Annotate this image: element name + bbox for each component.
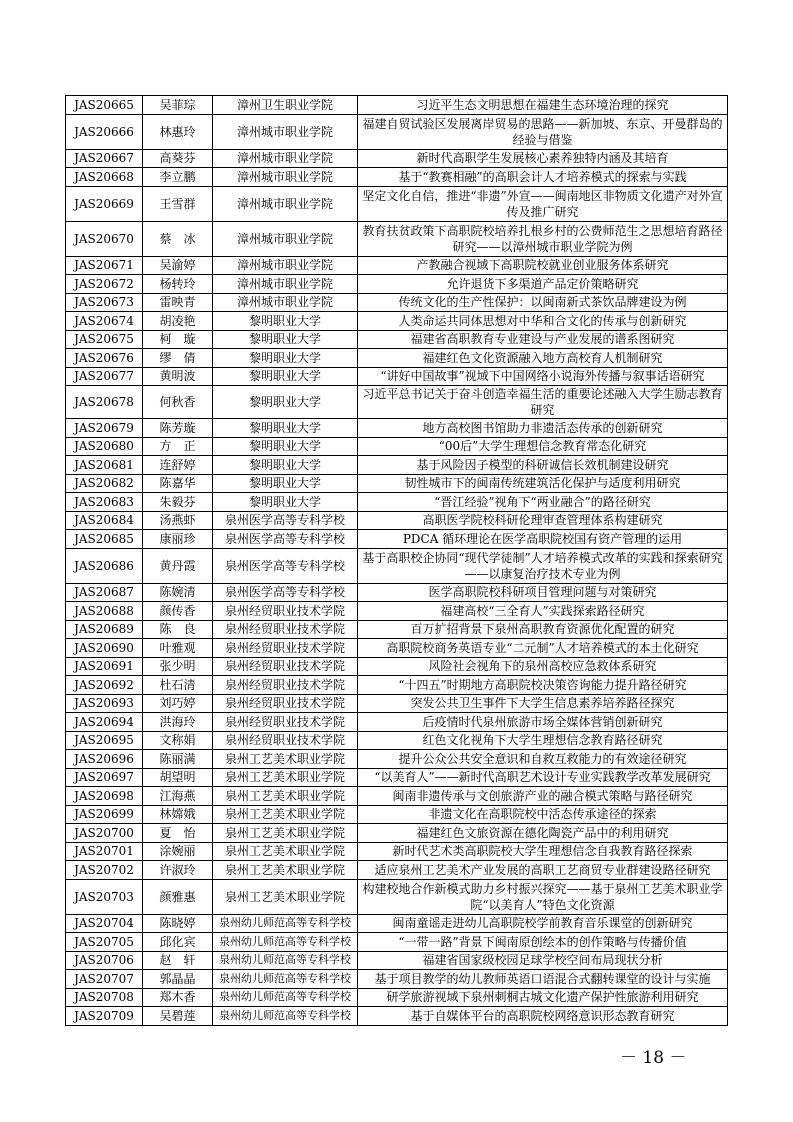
school-cell: 泉州医学高等专科学校: [213, 583, 358, 602]
project-id-cell: JAS20692: [66, 676, 143, 695]
project-id-cell: JAS20676: [66, 349, 143, 368]
table-row: [66, 419, 728, 438]
leader-name-cell: 洪海玲: [143, 713, 213, 732]
project-id-cell: JAS20671: [66, 256, 143, 275]
leader-name-cell: 汤燕虾: [143, 511, 213, 530]
school-cell: 泉州工艺美术职业学院: [213, 805, 358, 824]
project-id-cell: JAS20697: [66, 768, 143, 787]
table-row: [66, 805, 728, 824]
table-row: [66, 824, 728, 843]
school-cell: 泉州医学高等专科学校: [213, 530, 358, 549]
project-title-cell: 福建省国家级校园足球学校空间布局现状分析: [358, 951, 728, 970]
project-id-cell: JAS20666: [66, 114, 143, 149]
project-table-body: [66, 96, 728, 1026]
project-id-cell: JAS20672: [66, 275, 143, 294]
table-row: [66, 713, 728, 732]
project-id-cell: JAS20667: [66, 149, 143, 168]
project-id-cell: JAS20681: [66, 456, 143, 475]
project-title-cell: “以美育人”——新时代高职艺术设计专业实践教学改革发展研究: [358, 768, 728, 787]
school-cell: 漳州城市职业学院: [213, 149, 358, 168]
project-id-cell: JAS20673: [66, 293, 143, 312]
school-cell: 黎明职业大学: [213, 330, 358, 349]
school-cell: 泉州幼儿师范高等专科学校: [213, 951, 358, 970]
school-cell: 泉州医学高等专科学校: [213, 548, 358, 583]
leader-name-cell: 王雪群: [143, 186, 213, 221]
project-title-cell: “十四五”时期地方高职院校决策咨询能力提升路径研究: [358, 676, 728, 695]
table-row: [66, 386, 728, 419]
project-id-cell: JAS20701: [66, 842, 143, 861]
school-cell: 泉州工艺美术职业学院: [213, 750, 358, 769]
leader-name-cell: 高葵芬: [143, 149, 213, 168]
project-title-cell: 百万扩招背景下泉州高职教育资源优化配置的研究: [358, 620, 728, 639]
project-id-cell: JAS20696: [66, 750, 143, 769]
table-row: [66, 330, 728, 349]
table-row: [66, 731, 728, 750]
school-cell: 泉州幼儿师范高等专科学校: [213, 914, 358, 933]
project-id-cell: JAS20706: [66, 951, 143, 970]
school-cell: 黎明职业大学: [213, 456, 358, 475]
leader-name-cell: 胡望明: [143, 768, 213, 787]
table-row: [66, 96, 728, 115]
table-row: [66, 474, 728, 493]
project-id-cell: JAS20685: [66, 530, 143, 549]
leader-name-cell: 吴渝婷: [143, 256, 213, 275]
project-id-cell: JAS20687: [66, 583, 143, 602]
project-title-cell: 基于项目教学的幼儿教师英语口语混合式翻转课堂的设计与实施: [358, 970, 728, 989]
school-cell: 漳州城市职业学院: [213, 186, 358, 221]
school-cell: 黎明职业大学: [213, 386, 358, 419]
school-cell: 泉州幼儿师范高等专科学校: [213, 1007, 358, 1026]
leader-name-cell: 陈芳璇: [143, 419, 213, 438]
project-id-cell: JAS20678: [66, 386, 143, 419]
project-id-cell: JAS20669: [66, 186, 143, 221]
school-cell: 泉州工艺美术职业学院: [213, 879, 358, 914]
school-cell: 黎明职业大学: [213, 349, 358, 368]
project-title-cell: 提升公众公共安全意识和自救互救能力的有效途径研究: [358, 750, 728, 769]
school-cell: 泉州工艺美术职业学院: [213, 824, 358, 843]
project-title-cell: 地方高校图书馆助力非遗活态传承的创新研究: [358, 419, 728, 438]
school-cell: 漳州城市职业学院: [213, 221, 358, 256]
leader-name-cell: 陈丽满: [143, 750, 213, 769]
school-cell: 黎明职业大学: [213, 437, 358, 456]
leader-name-cell: 缪 倩: [143, 349, 213, 368]
table-row: [66, 988, 728, 1007]
table-row: [66, 970, 728, 989]
table-row: [66, 548, 728, 583]
leader-name-cell: 杨转玲: [143, 275, 213, 294]
leader-name-cell: 陈晓婷: [143, 914, 213, 933]
table-row: [66, 511, 728, 530]
leader-name-cell: 黄丹霞: [143, 548, 213, 583]
project-title-cell: 基于高职校企协同“现代学徒制”人才培养模式改革的实践和探索研究——以康复治疗技术专业为例: [358, 548, 728, 583]
project-title-cell: 韧性城市下的闽南传统建筑活化保护与适度利用研究: [358, 474, 728, 493]
project-id-cell: JAS20699: [66, 805, 143, 824]
school-cell: 黎明职业大学: [213, 419, 358, 438]
project-title-cell: 构建校地合作新模式助力乡村振兴探究——基于泉州工艺美术职业学院“以美育人”特色文化资源: [358, 879, 728, 914]
project-id-cell: JAS20683: [66, 493, 143, 512]
table-row: [66, 456, 728, 475]
project-title-cell: “讲好中国故事”视域下中国网络小说海外传播与叙事话语研究: [358, 367, 728, 386]
project-title-cell: 坚定文化自信，推进“非遗”外宣——闽南地区非物质文化遗产对外宣传及推广研究: [358, 186, 728, 221]
table-row: [66, 879, 728, 914]
leader-name-cell: 林嫦娥: [143, 805, 213, 824]
table-row: [66, 861, 728, 880]
school-cell: 黎明职业大学: [213, 312, 358, 331]
project-id-cell: JAS20680: [66, 437, 143, 456]
project-title-cell: 医学高职院校科研项目管理问题与对策研究: [358, 583, 728, 602]
project-id-cell: JAS20675: [66, 330, 143, 349]
project-id-cell: JAS20668: [66, 168, 143, 187]
project-id-cell: JAS20698: [66, 787, 143, 806]
leader-name-cell: 刘巧婷: [143, 694, 213, 713]
school-cell: 漳州城市职业学院: [213, 293, 358, 312]
project-title-cell: 基于风险因子模型的科研诚信长效机制建设研究: [358, 456, 728, 475]
leader-name-cell: 文称娟: [143, 731, 213, 750]
project-title-cell: 允许退货下多渠道产品定价策略研究: [358, 275, 728, 294]
table-row: [66, 1007, 728, 1026]
project-id-cell: JAS20689: [66, 620, 143, 639]
leader-name-cell: 康丽珍: [143, 530, 213, 549]
school-cell: 泉州工艺美术职业学院: [213, 787, 358, 806]
school-cell: 黎明职业大学: [213, 493, 358, 512]
table-row: [66, 951, 728, 970]
table-row: [66, 437, 728, 456]
school-cell: 泉州经贸职业技术学院: [213, 713, 358, 732]
table-row: [66, 367, 728, 386]
school-cell: 泉州医学高等专科学校: [213, 511, 358, 530]
leader-name-cell: 江海燕: [143, 787, 213, 806]
school-cell: 漳州城市职业学院: [213, 168, 358, 187]
project-title-cell: 习近平总书记关于奋斗创造幸福生活的重要论述融入大学生励志教育研究: [358, 386, 728, 419]
project-title-cell: 基于“教赛相融”的高职会计人才培养模式的探索与实践: [358, 168, 728, 187]
project-title-cell: 新时代高职学生发展核心素养独特内涵及其培育: [358, 149, 728, 168]
project-title-cell: “00后”大学生理想信念教育常态化研究: [358, 437, 728, 456]
table-row: [66, 657, 728, 676]
project-id-cell: JAS20665: [66, 96, 143, 115]
leader-name-cell: 陈嘉华: [143, 474, 213, 493]
project-table: [65, 95, 728, 1026]
table-row: [66, 186, 728, 221]
table-row: [66, 620, 728, 639]
table-row: [66, 349, 728, 368]
project-id-cell: JAS20703: [66, 879, 143, 914]
project-id-cell: JAS20708: [66, 988, 143, 1007]
table-row: [66, 639, 728, 658]
leader-name-cell: 何秋香: [143, 386, 213, 419]
school-cell: 漳州城市职业学院: [213, 275, 358, 294]
school-cell: 漳州城市职业学院: [213, 114, 358, 149]
table-row: [66, 275, 728, 294]
table-row: [66, 168, 728, 187]
table-row: [66, 256, 728, 275]
school-cell: 泉州幼儿师范高等专科学校: [213, 933, 358, 952]
school-cell: 泉州经贸职业技术学院: [213, 620, 358, 639]
table-row: [66, 694, 728, 713]
project-id-cell: JAS20709: [66, 1007, 143, 1026]
project-title-cell: 产教融合视域下高职院校就业创业服务体系研究: [358, 256, 728, 275]
project-id-cell: JAS20686: [66, 548, 143, 583]
project-id-cell: JAS20682: [66, 474, 143, 493]
leader-name-cell: 颜传香: [143, 602, 213, 621]
project-title-cell: 新时代艺术类高职院校大学生理想信念自我教育路径探索: [358, 842, 728, 861]
project-title-cell: 传统文化的生产性保护：以闽南新式茶饮品牌建设为例: [358, 293, 728, 312]
project-title-cell: 风险社会视角下的泉州高校应急救体系研究: [358, 657, 728, 676]
leader-name-cell: 吴菲琮: [143, 96, 213, 115]
project-id-cell: JAS20693: [66, 694, 143, 713]
leader-name-cell: 胡凌艳: [143, 312, 213, 331]
table-row: [66, 583, 728, 602]
table-row: [66, 493, 728, 512]
school-cell: 泉州经贸职业技术学院: [213, 657, 358, 676]
school-cell: 泉州经贸职业技术学院: [213, 731, 358, 750]
leader-name-cell: 林惠玲: [143, 114, 213, 149]
project-title-cell: PDCA 循环理论在医学高职院校国有资产管理的运用: [358, 530, 728, 549]
school-cell: 泉州幼儿师范高等专科学校: [213, 988, 358, 1007]
table-row: [66, 842, 728, 861]
project-id-cell: JAS20679: [66, 419, 143, 438]
leader-name-cell: 许淑玲: [143, 861, 213, 880]
project-title-cell: 非遗文化在高职院校中活态传承途径的探索: [358, 805, 728, 824]
project-title-cell: “一带一路”背景下闽南原创绘本的创作策略与传播价值: [358, 933, 728, 952]
leader-name-cell: 杜石清: [143, 676, 213, 695]
table-row: [66, 149, 728, 168]
leader-name-cell: 郑木香: [143, 988, 213, 1007]
school-cell: 泉州经贸职业技术学院: [213, 639, 358, 658]
project-id-cell: JAS20674: [66, 312, 143, 331]
table-row: [66, 768, 728, 787]
school-cell: 黎明职业大学: [213, 367, 358, 386]
leader-name-cell: 方 正: [143, 437, 213, 456]
project-title-cell: 福建红色文旅资源在德化陶瓷产品中的利用研究: [358, 824, 728, 843]
school-cell: 漳州卫生职业学院: [213, 96, 358, 115]
project-title-cell: 福建自贸试验区发展离岸贸易的思路——新加坡、东京、开曼群岛的经验与借鉴: [358, 114, 728, 149]
table-row: [66, 602, 728, 621]
project-id-cell: JAS20684: [66, 511, 143, 530]
project-title-cell: 适应泉州工艺美术产业发展的高职工艺商贸专业群建设路径研究: [358, 861, 728, 880]
project-id-cell: JAS20704: [66, 914, 143, 933]
school-cell: 泉州经贸职业技术学院: [213, 602, 358, 621]
project-title-cell: 闽南童谣走进幼儿高职院校学前教育音乐课堂的创新研究: [358, 914, 728, 933]
leader-name-cell: 夏 怡: [143, 824, 213, 843]
project-id-cell: JAS20691: [66, 657, 143, 676]
project-id-cell: JAS20695: [66, 731, 143, 750]
leader-name-cell: 邱化宾: [143, 933, 213, 952]
project-title-cell: 人类命运共同体思想对中华和合文化的传承与创新研究: [358, 312, 728, 331]
project-title-cell: 闽南非遗传承与文创旅游产业的融合模式策略与路径研究: [358, 787, 728, 806]
leader-name-cell: 陈婉清: [143, 583, 213, 602]
table-row: [66, 312, 728, 331]
table-row: [66, 530, 728, 549]
project-id-cell: JAS20690: [66, 639, 143, 658]
project-title-cell: 后疫情时代泉州旅游市场全媒体营销创新研究: [358, 713, 728, 732]
leader-name-cell: 涂婉丽: [143, 842, 213, 861]
leader-name-cell: 赵 轩: [143, 951, 213, 970]
project-title-cell: 高职院校商务英语专业“二元制”人才培养模式的本土化研究: [358, 639, 728, 658]
page-number: － 18 －: [620, 1048, 687, 1068]
table-row: [66, 221, 728, 256]
project-title-cell: 研学旅游视域下泉州刺桐古城文化遗产保护性旅游利用研究: [358, 988, 728, 1007]
school-cell: 泉州工艺美术职业学院: [213, 842, 358, 861]
table-row: [66, 914, 728, 933]
table-row: [66, 750, 728, 769]
school-cell: 泉州工艺美术职业学院: [213, 861, 358, 880]
table-row: [66, 676, 728, 695]
school-cell: 泉州工艺美术职业学院: [213, 768, 358, 787]
leader-name-cell: 叶雅观: [143, 639, 213, 658]
project-id-cell: JAS20670: [66, 221, 143, 256]
leader-name-cell: 吴碧莲: [143, 1007, 213, 1026]
school-cell: 漳州城市职业学院: [213, 256, 358, 275]
project-title-cell: 高职医学院校科研伦理审查管理体系构建研究: [358, 511, 728, 530]
leader-name-cell: 蔡 冰: [143, 221, 213, 256]
project-id-cell: JAS20694: [66, 713, 143, 732]
leader-name-cell: 连舒婷: [143, 456, 213, 475]
leader-name-cell: 张少明: [143, 657, 213, 676]
project-title-cell: 福建省高职教育专业建设与产业发展的谱系图研究: [358, 330, 728, 349]
table-row: [66, 787, 728, 806]
project-title-cell: 突发公共卫生事件下大学生信息素养培养路径探究: [358, 694, 728, 713]
project-id-cell: JAS20700: [66, 824, 143, 843]
project-title-cell: 基于自媒体平台的高职院校网络意识形态教育研究: [358, 1007, 728, 1026]
school-cell: 泉州经贸职业技术学院: [213, 676, 358, 695]
project-id-cell: JAS20702: [66, 861, 143, 880]
leader-name-cell: 朱毅芬: [143, 493, 213, 512]
leader-name-cell: 雷映青: [143, 293, 213, 312]
leader-name-cell: 郭晶晶: [143, 970, 213, 989]
project-id-cell: JAS20707: [66, 970, 143, 989]
project-title-cell: “晋江经验”视角下“两业融合”的路径研究: [358, 493, 728, 512]
leader-name-cell: 柯 璇: [143, 330, 213, 349]
project-id-cell: JAS20705: [66, 933, 143, 952]
project-id-cell: JAS20677: [66, 367, 143, 386]
leader-name-cell: 李立鹏: [143, 168, 213, 187]
project-title-cell: 福建高校“三全育人”实践探索路径研究: [358, 602, 728, 621]
project-title-cell: 习近平生态文明思想在福建生态环境治理的探究: [358, 96, 728, 115]
table-row: [66, 114, 728, 149]
leader-name-cell: 陈 良: [143, 620, 213, 639]
project-title-cell: 红色文化视角下大学生理想信念教育路径研究: [358, 731, 728, 750]
school-cell: 泉州经贸职业技术学院: [213, 694, 358, 713]
project-title-cell: 福建红色文化资源融入地方高校育人机制研究: [358, 349, 728, 368]
project-id-cell: JAS20688: [66, 602, 143, 621]
leader-name-cell: 颜雅惠: [143, 879, 213, 914]
table-row: [66, 933, 728, 952]
school-cell: 黎明职业大学: [213, 474, 358, 493]
project-title-cell: 教育扶贫政策下高职院校培养扎根乡村的公费师范生之思想培育路径研究——以漳州城市职业学院为例: [358, 221, 728, 256]
table-row: [66, 293, 728, 312]
school-cell: 泉州幼儿师范高等专科学校: [213, 970, 358, 989]
leader-name-cell: 黄明波: [143, 367, 213, 386]
